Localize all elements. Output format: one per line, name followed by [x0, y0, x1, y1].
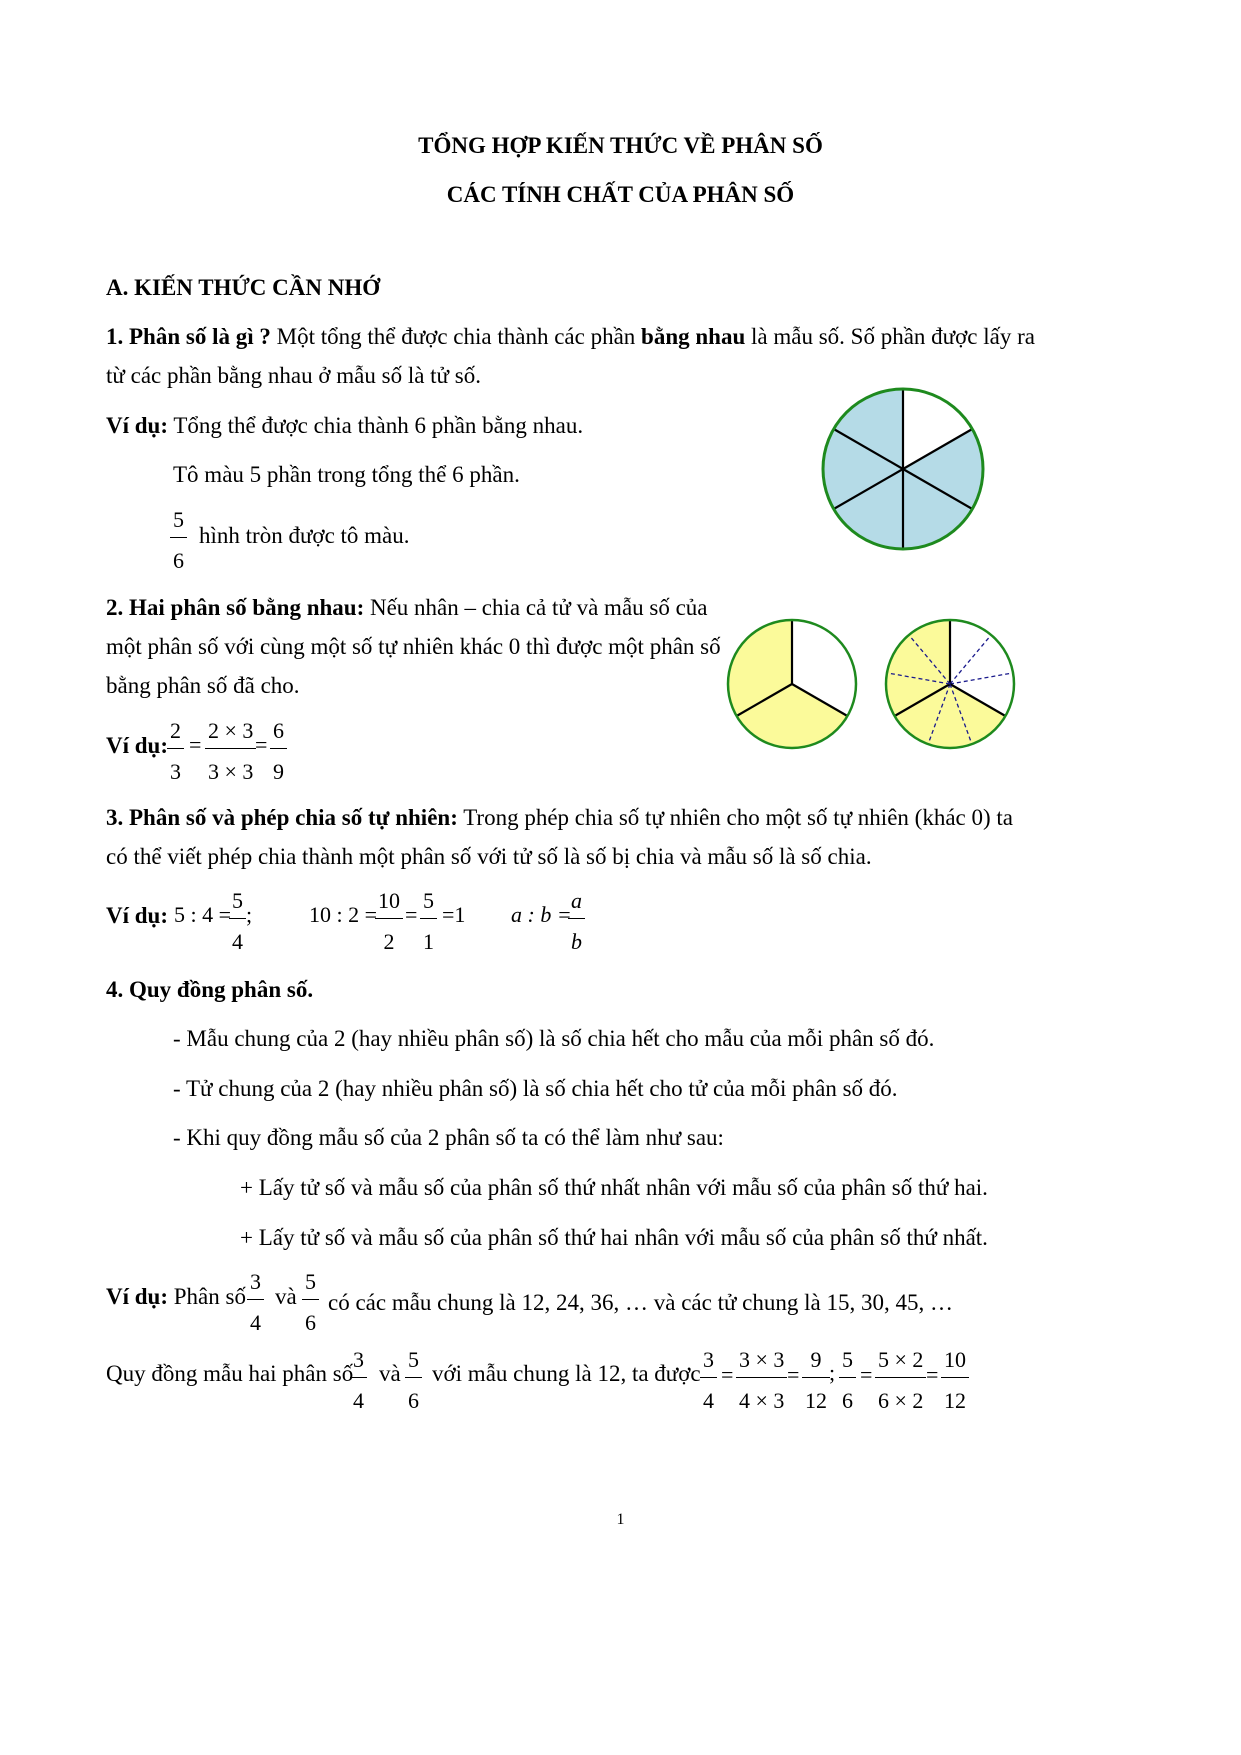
document-title: TỔNG HỢP KIẾN THỨC VỀ PHÂN SỐ [418, 133, 823, 158]
denominator: 6 [405, 1377, 422, 1412]
heading-3: 3. Phân số và phép chia số tự nhiên: [106, 805, 458, 830]
document-subtitle: CÁC TÍNH CHẤT CỦA PHÂN SỐ [446, 182, 795, 207]
numerator: 3 × 3 [739, 1347, 785, 1372]
denominator: 3 [167, 748, 184, 783]
fraction-5-6 [839, 1349, 856, 1412]
expression-10-div-2: 10 : 2 = [309, 902, 378, 927]
numerator: 6 [273, 718, 284, 743]
paragraph-3-line-2: có thể viết phép chia thành một phân số với tử số là số bị chia và mẫu số là số chia. [106, 844, 872, 869]
denominator: 9 [270, 748, 287, 783]
numerator: 5 [842, 1347, 853, 1372]
fraction-3-4 [350, 1349, 367, 1412]
equals-sign: = [787, 1362, 800, 1387]
example-1-line-3: hình tròn được tô màu. [199, 523, 410, 548]
circle-three-parts [722, 614, 862, 754]
numerator: 5 [232, 888, 243, 913]
denominator: 3 × 3 [205, 748, 256, 783]
denominator: b [568, 918, 585, 953]
numerator: 2 [170, 718, 181, 743]
sub-bullet-2: + Lấy tử số và mẫu số của phân số thứ hai nhân với mẫu số của phân số thứ nhất. [240, 1225, 988, 1250]
paragraph-1-line-1 [106, 325, 1035, 348]
text: Trong phép chia số tự nhiên cho một số tự nhiên (khác 0) ta [457, 805, 1013, 830]
fraction-10-12 [941, 1349, 969, 1412]
expression-5-div-4: 5 : 4 = [174, 902, 232, 927]
denominator: 6 [839, 1377, 856, 1412]
fraction-3x3-4x3 [736, 1349, 787, 1412]
circle-six-parts [813, 379, 993, 559]
bullet-2: - Tử chung của 2 (hay nhiều phân số) là số chia hết cho tử của mỗi phân số đó. [173, 1076, 898, 1101]
fraction-5-4 [229, 890, 246, 953]
example-label: Ví dụ: [106, 903, 168, 928]
denominator: 6 × 2 [875, 1377, 926, 1412]
numerator: 10 [944, 1347, 966, 1372]
text: Tổng thể được chia thành 6 phần bằng nhau. [168, 413, 584, 438]
fraction-2x3-3x3 [205, 720, 256, 783]
fraction-3-4 [700, 1349, 717, 1412]
denominator: 4 [229, 918, 246, 953]
numerator: 3 [250, 1269, 261, 1294]
denominator: 4 [350, 1377, 367, 1412]
semicolon: ; [829, 1360, 836, 1385]
example-label: Ví dụ: [106, 413, 168, 438]
example-label: Ví dụ: [106, 733, 168, 758]
fraction-6-9 [270, 720, 287, 783]
equals-sign: = [721, 1362, 734, 1387]
reduce-intro: Quy đồng mẫu hai phân số [106, 1361, 354, 1386]
numerator: 9 [810, 1347, 822, 1372]
numerator: a [571, 888, 582, 913]
and-word: và [275, 1284, 297, 1309]
numerator: 5 [305, 1269, 316, 1294]
equals-sign: = [255, 732, 268, 757]
expression-a-div-b: a : b = [511, 902, 572, 927]
denominator: 4 [247, 1299, 264, 1334]
bullet-3: - Khi quy đồng mẫu số của 2 phân số ta có thể làm như sau: [173, 1125, 724, 1150]
denominator: 6 [302, 1299, 319, 1334]
numerator: 5 [173, 507, 184, 532]
fraction-5-6 [302, 1271, 319, 1334]
paragraph-3-line-1 [106, 806, 1013, 829]
section-heading: A. KIẾN THỨC CẦN NHỚ [106, 275, 381, 300]
example-4-intro [106, 1285, 246, 1308]
reduce-text: với mẫu chung là 12, ta được [432, 1361, 701, 1386]
fraction-a-b [568, 890, 585, 953]
circle-nine-parts [880, 614, 1020, 754]
numerator: 5 [423, 888, 434, 913]
numerator: 2 × 3 [208, 718, 254, 743]
sub-bullet-1: + Lấy tử số và mẫu số của phân số thứ nhất nhân với mẫu số của phân số thứ hai. [240, 1175, 988, 1200]
text: Nếu nhân – chia cả tử và mẫu số của [364, 595, 708, 620]
page-number: 1 [616, 1511, 625, 1528]
example-1 [106, 414, 583, 437]
denominator: 1 [420, 918, 437, 953]
bold-text: bằng nhau [641, 324, 746, 349]
paragraph-1-line-2: từ các phần bằng nhau ở mẫu số là tử số. [106, 363, 481, 388]
fraction-9-12 [802, 1349, 830, 1412]
equals-one: =1 [442, 902, 466, 927]
fraction-5-6 [405, 1349, 422, 1412]
fraction-5-1 [420, 890, 437, 953]
example-label: Ví dụ: [106, 1284, 168, 1309]
example-1-line-2: Tô màu 5 phần trong tổng thể 6 phần. [173, 462, 520, 487]
fraction-2-3 [167, 720, 184, 783]
equals-sign: = [405, 902, 418, 927]
equals-sign: = [860, 1362, 873, 1387]
paragraph-2-line-2: một phân số với cùng một số tự nhiên khác 0 thì được một phân số [106, 634, 721, 659]
heading-1: 1. Phân số là gì ? [106, 324, 271, 349]
paragraph-2-line-1 [106, 596, 708, 619]
equals-sign: = [189, 732, 202, 757]
bullet-1: - Mẫu chung của 2 (hay nhiều phân số) là số chia hết cho mẫu của mỗi phân số đó. [173, 1026, 935, 1051]
heading-2: 2. Hai phân số bằng nhau: [106, 595, 365, 620]
equals-sign: = [926, 1362, 939, 1387]
numerator: 3 [353, 1347, 364, 1372]
text: là mẫu số. Số phần được lấy ra [745, 324, 1035, 349]
semicolon: ; [246, 902, 253, 927]
fraction-10-2 [375, 890, 403, 953]
denominator: 2 [375, 918, 403, 953]
fraction-5x2-6x2 [875, 1349, 926, 1412]
text: Một tổng thể được chia thành các phần [270, 324, 642, 349]
fraction-5-6 [170, 509, 187, 572]
denominator: 4 [700, 1377, 717, 1412]
fraction-3-4 [247, 1271, 264, 1334]
text: Phân số [168, 1284, 246, 1309]
paragraph-2-line-3: bằng phân số đã cho. [106, 673, 300, 698]
numerator: 10 [378, 888, 400, 913]
numerator: 5 × 2 [878, 1347, 924, 1372]
denominator: 4 × 3 [736, 1377, 787, 1412]
and-word: và [379, 1361, 401, 1386]
numerator: 5 [408, 1347, 419, 1372]
numerator: 3 [703, 1347, 714, 1372]
denominator: 6 [170, 537, 187, 572]
heading-4: 4. Quy đồng phân số. [106, 977, 314, 1002]
denominator: 12 [941, 1377, 969, 1412]
denominator: 12 [802, 1377, 830, 1412]
example-4-text: có các mẫu chung là 12, 24, 36, … và các tử chung là 15, 30, 45, … [328, 1290, 953, 1315]
